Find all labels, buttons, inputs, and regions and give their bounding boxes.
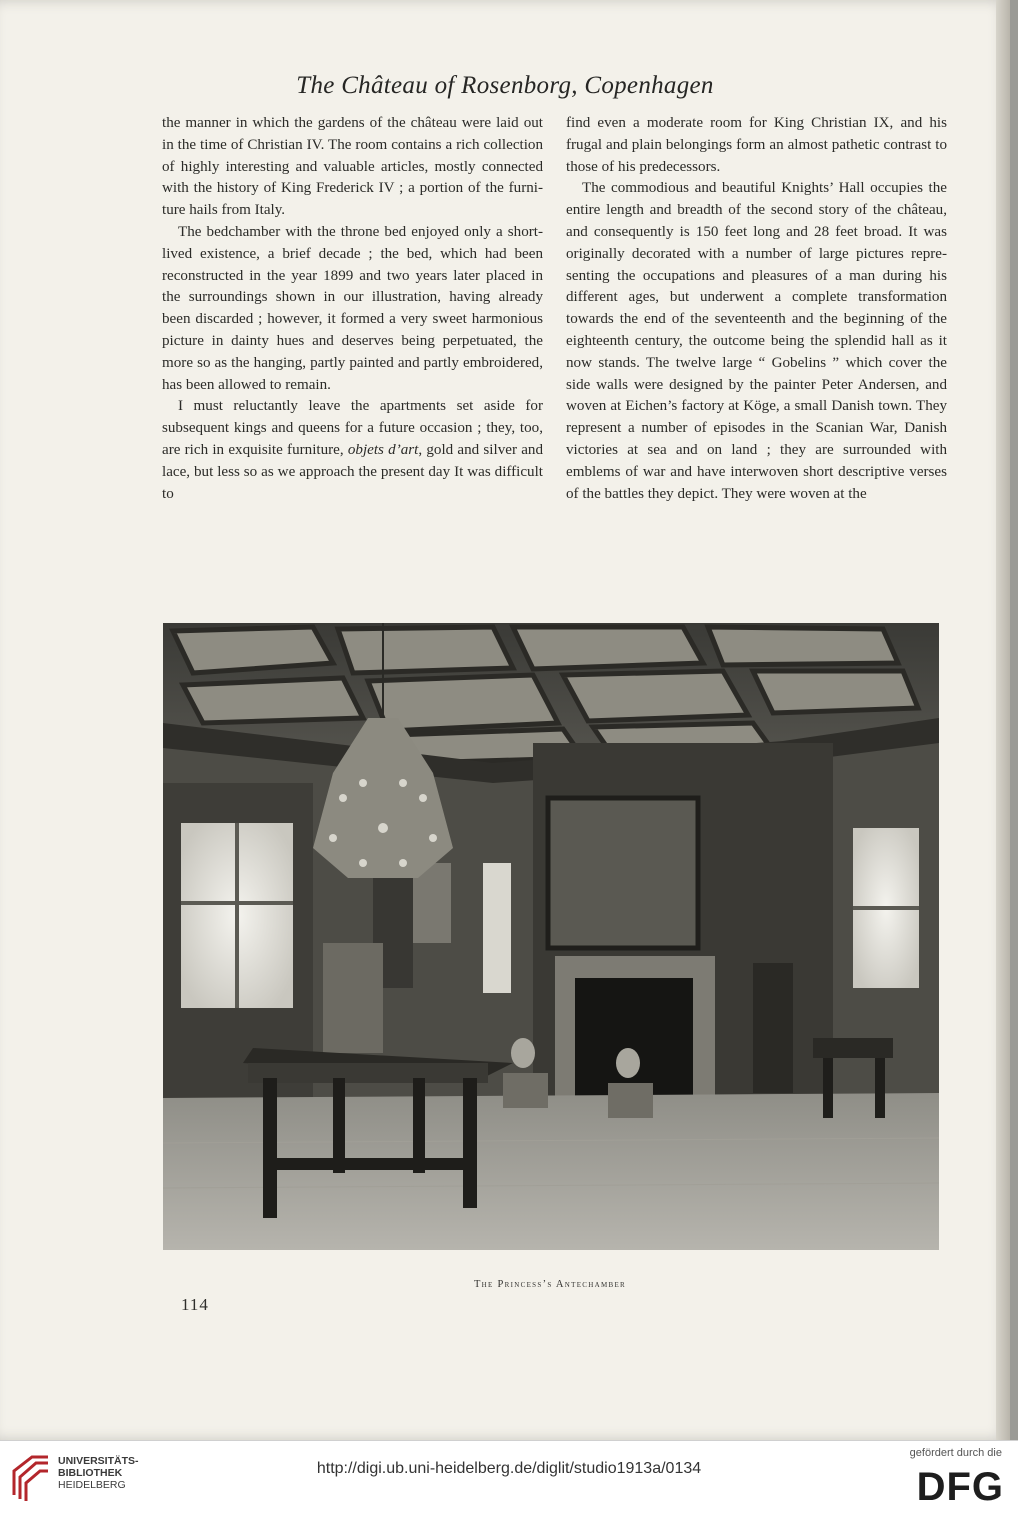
paragraph-text: I must reluctantly leave the apartments set aside for subsequent kings and queens for a future occasion ; they, too, are rich in exquisite furniture, [162,398,543,458]
page-number: 114 [181,1295,209,1314]
library-name-line: BIBLIOTHEK [58,1467,123,1479]
paragraph-text: , gold and silver and lace, but less so as we approach the present day It was difficult to [162,441,543,502]
paragraph [162,396,543,505]
paragraph: The commodious and beautiful Knights’ Hall occupies the entire length and breadth of the second story of the château, and consequently is 150 feet long and 28 feet broad. It was originally decorated with a number of large pictures representing the occupations and pleasures of a man during his different ages, but underwent a complete transformation towards the end of the seventeenth and the beginning of the eighteenth century, the outcome being the splendid hall as it now stands. The twelve large “ Gobelins ” which cover the side walls were designed by the painter Peter Andersen, and woven at Eichen’s factory at Köge, a small Danish town. They represent a number of episodes in the Scanian War, Danish victories at sea and on land ; they are surrounded with emblems of war and have interwoven short descriptive verses of the battles they depict. They were woven at the [566,180,947,502]
figure-caption: The Princess’s Antechamber [473,1279,627,1290]
permalink[interactable]: http://digi.ub.uni-heidelberg.de/diglit/studio1913a/0134 [316,1460,702,1477]
funding-note: gefördert durch die [909,1447,1002,1459]
text-column-left [162,113,543,505]
page-edge-shadow [996,0,1010,1440]
paragraph: The bedchamber with the throne bed enjoyed only a short-lived existence, a brief decade ; the bed, which had been reconstructed in the year 1899 and two years later placed in the surroundings shown in our illustration, having already been discarded ; however, it formed a very sweet harmonious picture in dainty hues and deserves being perpetuated, the more so as the hanging, partly painted and partly embroidered, has been allowed to remain. [162,223,543,393]
dfg-logo: DFG [916,1465,1004,1509]
paragraph: find even a moderate room for King Christian IX, and his frugal and plain belongings form an almost pathetic contrast to those of his predecessors. [566,115,947,175]
text-column-right [566,113,947,505]
italic-phrase: objets d’art [347,441,419,458]
library-name-line: HEIDELBERG [58,1479,126,1491]
library-name-line: UNIVERSITÄTS- [58,1455,139,1467]
paragraph: the manner in which the gardens of the château were laid out in the time of Christian IV. The room contains a rich collection of highly interesting and valuable articles, mostly connected with the history of King Frederick IV ; a portion of the furniture hails from Italy. [162,115,543,219]
photo-illustration [163,623,939,1250]
running-title: The Château of Rosenborg, Copenhagen [296,72,714,99]
digitization-footer [0,1440,1018,1514]
antechamber-photograph [163,623,939,1250]
